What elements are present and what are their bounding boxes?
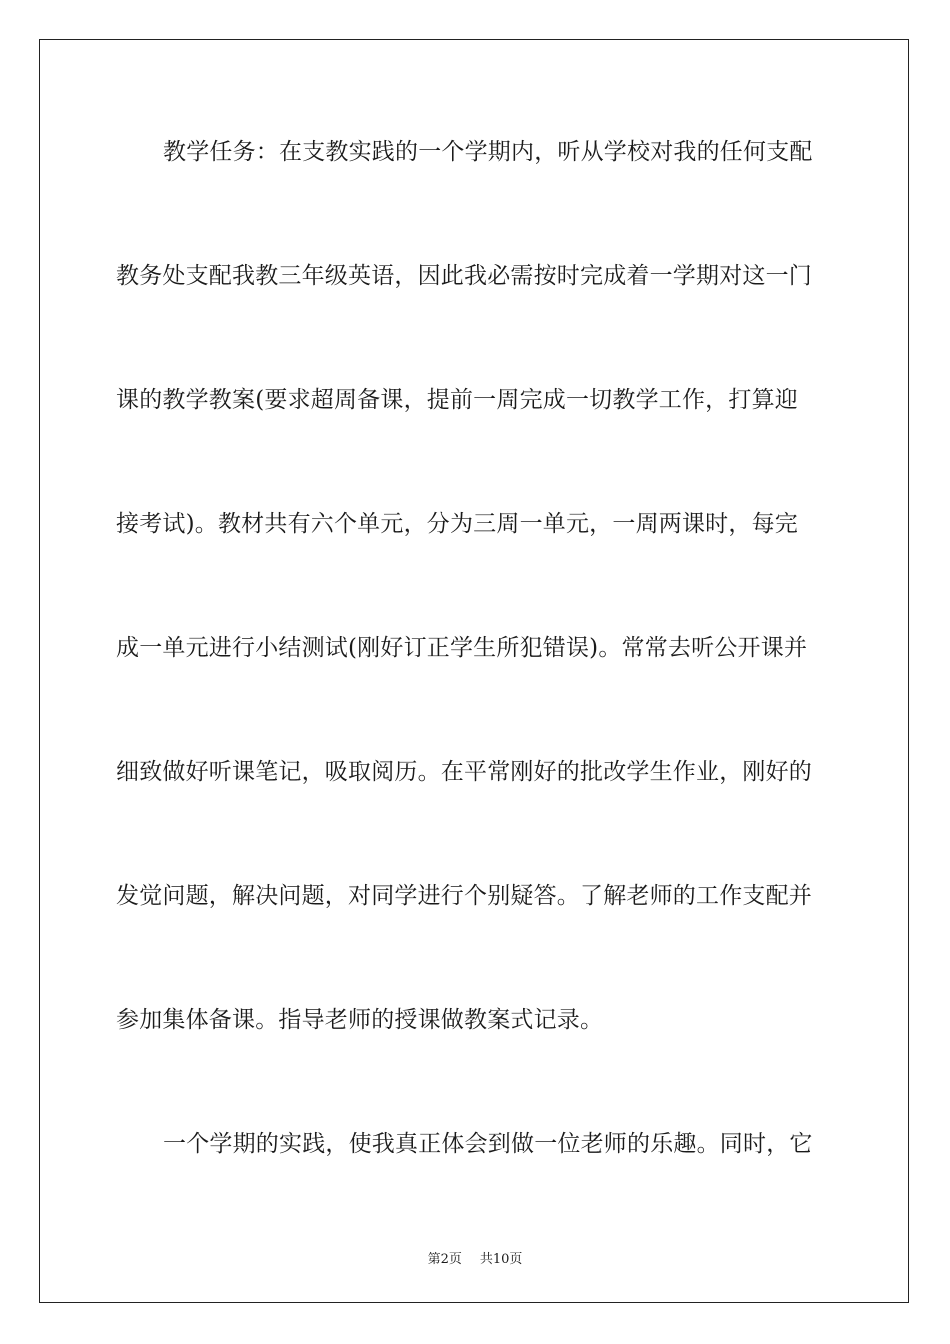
paragraph-line: 细致做好听课笔记，吸取阅历。在平常刚好的批改学生作业，刚好的 — [116, 759, 812, 785]
paragraph-line: 一个学期的实践，使我真正体会到做一位老师的乐趣。同时，它 — [163, 1131, 813, 1157]
page-footer — [0, 1248, 950, 1267]
paragraph-line: 接考试)。教材共有六个单元，分为三周一单元，一周两课时，每完 — [116, 511, 798, 537]
paragraph-line: 参加集体备课。指导老师的授课做教案式记录。 — [116, 1007, 604, 1033]
paragraph-line: 课的教学教案(要求超周备课，提前一周完成一切教学工作，打算迎 — [116, 387, 798, 413]
paragraph-line: 教务处支配我教三年级英语，因此我必需按时完成着一学期对这一门 — [116, 263, 812, 289]
paragraph-line: 成一单元进行小结测试(刚好订正学生所犯错误)。常常去听公开课并 — [116, 635, 808, 661]
total-pages: 共10页 — [479, 1252, 523, 1267]
page-number: 第2页 — [427, 1252, 462, 1267]
page-border — [39, 39, 909, 1303]
paragraph-line: 教学任务：在支教实践的一个学期内，听从学校对我的任何支配 — [163, 139, 813, 165]
paragraph-line: 发觉问题，解决问题，对同学进行个别疑答。了解老师的工作支配并 — [116, 883, 812, 909]
